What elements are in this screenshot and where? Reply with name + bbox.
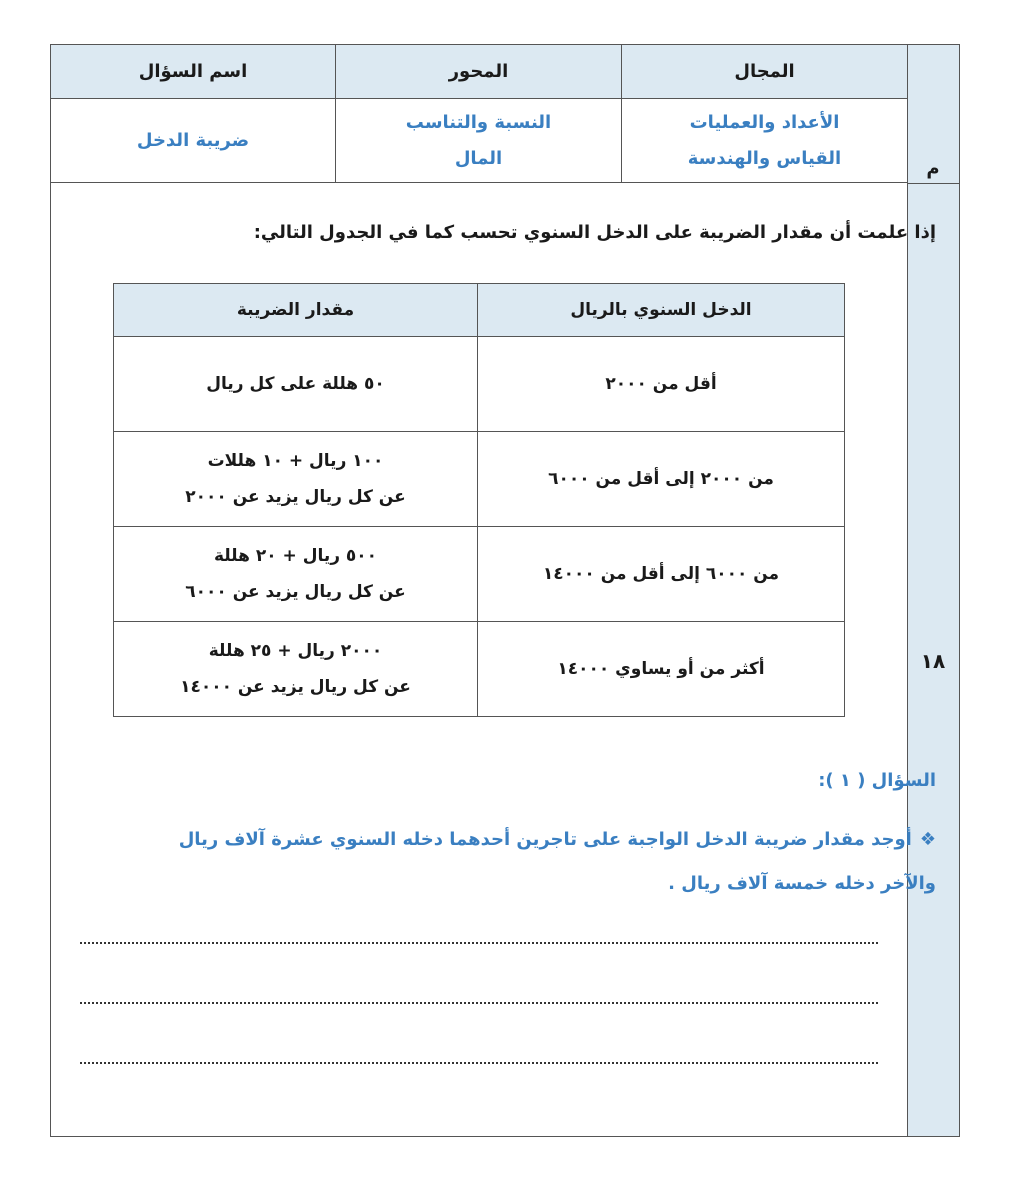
tax-line: عن كل ريال يزيد عن ٢٠٠٠ <box>185 487 406 507</box>
answer-line-2[interactable] <box>80 1002 878 1004</box>
m-label: م <box>926 157 940 179</box>
income-cell: من ٢٠٠٠ إلى أقل من ٦٠٠٠ <box>478 432 845 527</box>
tax-line: ٥٠٠ ريال + ٢٠ هللة <box>213 546 378 566</box>
tax-cell <box>114 432 478 527</box>
tax-line: ٢٠٠٠ ريال + ٢٥ هللة <box>208 641 383 661</box>
tax-cell <box>114 337 478 432</box>
header-row <box>51 45 907 99</box>
axis-line-1: النسبة والتناسب <box>405 111 552 133</box>
header-question-name: اسم السؤال <box>138 61 248 82</box>
bullet-diamond-icon: ❖ <box>919 829 936 850</box>
info-row <box>51 99 907 183</box>
table-row <box>114 622 845 717</box>
tax-line: ١٠٠ ريال + ١٠ هللات <box>207 451 384 471</box>
answer-line-3[interactable] <box>80 1062 878 1064</box>
header-axis: المحور <box>335 45 621 98</box>
axis-value <box>335 99 621 182</box>
field-line-1: الأعداد والعمليات <box>689 111 840 133</box>
tax-line: ٥٠ هللة على كل ريال <box>206 374 385 394</box>
income-cell: أكثر من أو يساوي ١٤٠٠٠ <box>478 622 845 717</box>
table-row <box>114 527 845 622</box>
table-row <box>114 432 845 527</box>
number-column <box>907 45 959 1136</box>
tax-cell <box>114 527 478 622</box>
income-cell: أقل من ٢٠٠٠ <box>478 337 845 432</box>
question-name-value <box>51 99 335 182</box>
tax-line: عن كل ريال يزيد عن ٦٠٠٠ <box>185 582 406 602</box>
tax-table <box>113 283 845 717</box>
income-cell: من ٦٠٠٠ إلى أقل من ١٤٠٠٠ <box>478 527 845 622</box>
income-header: الدخل السنوي بالريال <box>478 284 845 337</box>
tax-line: عن كل ريال يزيد عن ١٤٠٠٠ <box>180 677 411 697</box>
question-text: أوجد مقدار ضريبة الدخل الواجبة على تاجرين أحدهما دخله السنوي عشرة آلاف ريال والآخر دخله خمسة آلاف ريال . <box>178 829 936 894</box>
axis-line-2: المال <box>454 147 503 169</box>
question-title: السؤال ( ١ ): <box>818 770 936 791</box>
question-number: ١٨ <box>920 648 946 673</box>
field-line-2: القياس والهندسة <box>687 147 842 169</box>
header-field: المجال <box>621 45 907 98</box>
question-name-text: ضريبة الدخل <box>136 129 250 151</box>
tax-cell <box>114 622 478 717</box>
tax-table-header-row <box>114 284 845 337</box>
intro-text: إذا علمت أن مقدار الضريبة على الدخل السنوي تحسب كما في الجدول التالي: <box>253 222 936 243</box>
question-body <box>146 818 936 906</box>
field-value <box>621 99 907 182</box>
table-row <box>114 337 845 432</box>
answer-line-1[interactable] <box>80 942 878 944</box>
tax-header: مقدار الضريبة <box>114 284 478 337</box>
